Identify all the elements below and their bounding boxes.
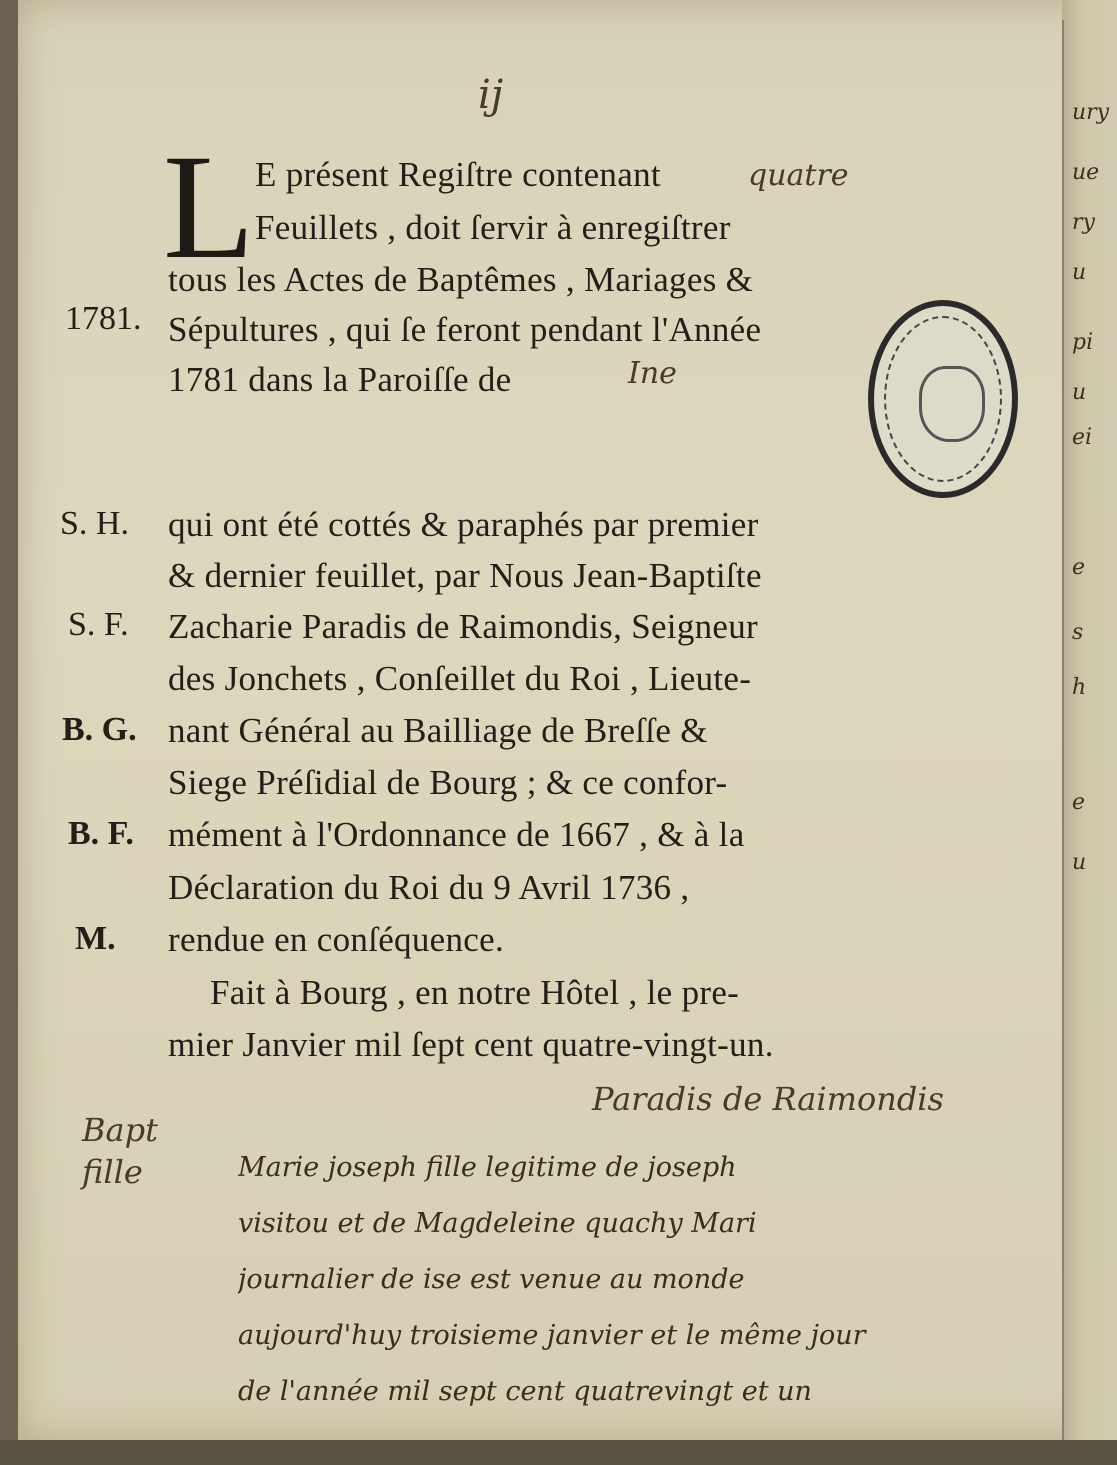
entry-label-line: fille (82, 1152, 143, 1191)
archive-seal-stamp (868, 300, 1018, 498)
printed-line: Fait à Bourg , en notre Hôtel , le pre- (210, 973, 740, 1012)
entry-line: aujourd'huy troisieme janvier et le même jour (238, 1320, 866, 1351)
entry-line: Marie joseph fille legitime de joseph (238, 1152, 737, 1183)
printed-line: nant Général au Bailliage de Breſſe & (168, 711, 708, 750)
scan-bottom-border (0, 1440, 1117, 1465)
printed-line: tous les Actes de Baptêmes , Mariages & (168, 260, 754, 299)
page-fold-line (1062, 20, 1064, 1440)
adjacent-page-fragment: h (1072, 675, 1087, 700)
printed-line: mément à l'Ordonnance de 1667 , & à la (168, 815, 745, 854)
margin-label: M. (75, 920, 116, 957)
entry-margin-label (82, 1110, 158, 1193)
printed-line: Zacharie Paradis de Raimondis, Seigneur (168, 607, 759, 646)
entry-line: journalier de ise est venue au monde (238, 1264, 745, 1295)
adjacent-page-fragment: u (1072, 260, 1087, 285)
printed-line: rendue en conſéquence. (168, 920, 505, 959)
adjacent-page-fragment: e (1072, 790, 1086, 815)
printed-line: Sépultures , qui ſe feront pendant l'Année (168, 310, 762, 349)
margin-label: B. F. (68, 815, 134, 852)
adjacent-page-fragment: s (1072, 620, 1084, 645)
adjacent-page-fragment: u (1072, 850, 1087, 875)
handwritten-quantity: quatre (748, 158, 849, 193)
drop-cap: L (163, 124, 255, 290)
magistrate-signature: Paradis de Raimondis (592, 1080, 944, 1118)
baptism-entry (238, 1140, 1058, 1420)
entry-line: visitou et de Magdeleine quachy Mari (238, 1208, 757, 1239)
adjacent-page-fragment: ue (1072, 160, 1100, 185)
adjacent-page-fragment: ury (1072, 100, 1110, 125)
printed-line: Feuillets , doit ſervir à enregiſtrer (255, 208, 731, 247)
adjacent-page-fragment: e (1072, 555, 1086, 580)
printed-line: mier Janvier mil ſept cent quatre-vingt-un. (168, 1025, 774, 1064)
printed-line: des Jonchets , Conſeillet du Roi , Lieute- (168, 659, 752, 698)
margin-label: B. G. (62, 711, 137, 748)
entry-label-line: Bapt (82, 1111, 158, 1149)
printed-line: & dernier feuillet, par Nous Jean-Baptiſte (168, 556, 762, 595)
margin-label: S. H. (60, 505, 129, 542)
margin-year: 1781. (65, 300, 142, 337)
printed-line: qui ont été cottés & paraphés par premier (168, 505, 759, 544)
adjacent-page-fragment: ry (1072, 210, 1095, 235)
adjacent-page-fragment: u (1072, 380, 1087, 405)
margin-label: S. F. (68, 606, 129, 643)
printed-line: E présent Regiſtre contenant (255, 155, 661, 194)
handwritten-parish: Ine (628, 356, 677, 391)
printed-line: 1781 dans la Paroiſſe de (168, 360, 512, 399)
printed-line: Siege Préſidial de Bourg ; & ce confor- (168, 763, 728, 802)
adjacent-page-fragment: pi (1072, 330, 1094, 355)
printed-line: Déclaration du Roi du 9 Avril 1736 , (168, 868, 690, 907)
adjacent-page-fragment: ei (1072, 425, 1093, 450)
folio-number: ij (478, 72, 504, 118)
entry-line: de l'année mil sept cent quatrevingt et un (238, 1376, 812, 1407)
